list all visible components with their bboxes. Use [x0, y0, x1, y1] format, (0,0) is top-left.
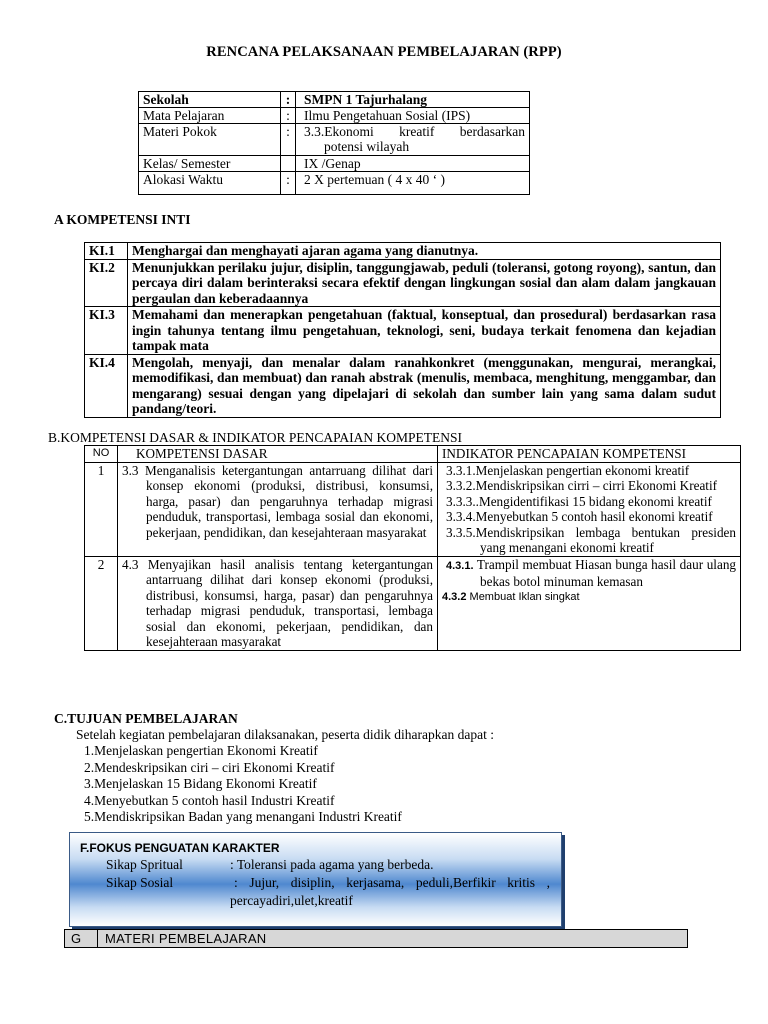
ki-text: Menunjukkan perilaku jujur, disiplin, tanggungjawab, peduli (toleransi, gotong royong), santun, dan percaya diri dalam berinteraksi secara efektif dengan lingkungan sosial dan alam dalam jangkauan pergaulan dan keberadaannya [128, 259, 721, 307]
karakter-spiritual-row [106, 857, 433, 873]
identity-value-line1: 3.3.Ekonomi kreatif berdasarkan [304, 124, 525, 139]
identity-sep: : [281, 108, 296, 124]
identity-label: Materi Pokok [139, 124, 281, 156]
identity-row-alokasi [139, 172, 530, 195]
identity-row-kelas [139, 156, 530, 172]
kd-cell [118, 556, 438, 650]
karakter-spiritual-label: Sikap Spritual [106, 857, 183, 872]
document-title: RENCANA PELAKSANAAN PEMBELAJARAN (RPP) [206, 44, 562, 60]
identity-row-sekolah [139, 92, 530, 108]
tujuan-section [54, 711, 494, 826]
karakter-sosial-value-cont: percayadiri,ulet,kreatif [230, 893, 353, 908]
tujuan-heading: C.TUJUAN PEMBELAJARAN [54, 711, 238, 726]
ki-code: KI.2 [85, 259, 128, 307]
identity-sep: : [281, 92, 296, 108]
identity-label: Alokasi Waktu [139, 172, 281, 195]
kd-header-kd: KOMPETENSI DASAR [118, 446, 438, 463]
tujuan-item: 3.Menjelaskan 15 Bidang Ekonomi Kreatif [84, 776, 317, 791]
karakter-sosial-row [106, 875, 550, 891]
identity-row-mapel [139, 108, 530, 124]
kd-text-block [122, 463, 433, 541]
identity-label: Sekolah [139, 92, 281, 108]
identity-value: SMPN 1 Tajurhalang [296, 92, 530, 108]
ki-code: KI.1 [85, 243, 128, 260]
ki-row [85, 307, 721, 355]
kd-row-no: 1 [85, 462, 118, 556]
identity-label: Kelas/ Semester [139, 156, 281, 172]
ipk-cell [438, 462, 741, 556]
tujuan-item: 1.Menjelaskan pengertian Ekonomi Kreatif [84, 743, 318, 758]
materi-letter: G [71, 931, 82, 946]
identity-value [296, 124, 530, 156]
ki-row [85, 259, 721, 307]
kd-header-no: NO [85, 446, 118, 463]
identity-sep: : [281, 124, 296, 156]
ipk-code: 4.3.1. [446, 559, 474, 572]
kd-row-no: 2 [85, 556, 118, 650]
kd-header-row [85, 446, 741, 463]
karakter-heading: F.FOKUS PENGUATAN KARAKTER [80, 841, 280, 855]
identity-sep: : [281, 172, 296, 195]
ipk-item: 3.3.5.Mendiskripsikan lembaga bentukan presiden yang menangani ekonomi kreatif [446, 524, 736, 555]
tujuan-intro: Setelah kegiatan pembelajaran dilaksanakan, peserta didik diharapkan dapat : [76, 727, 494, 742]
identity-table [138, 91, 530, 195]
ipk-item: 3.3.2.Mendiskripsikan cirri – cirri Ekonomi Kreatif [446, 478, 718, 493]
kd-cell [118, 462, 438, 556]
ki-code: KI.3 [85, 307, 128, 355]
kd-heading: B.KOMPETENSI DASAR & INDIKATOR PENCAPAIAN KOMPETENSI [48, 430, 463, 445]
kd-table [84, 445, 741, 651]
ki-text: Mengolah, menyaji, dan menalar dalam ranahkonkret (menggunakan, mengurai, merangkai, memodifikasi, dan membuat) dan ranah abstrak (menulis, membaca, menghitung, menggambar, dan mengarang) sesuai dengan yang dipelajari di sekolah dan sumber lain yang sama dalam sudut pandang/teori. [128, 354, 721, 417]
materi-divider [97, 930, 98, 947]
ki-text: Memahami dan menerapkan pengetahuan (faktual, konseptual, dan prosedural) berdasarkan rasa ingin tahunya tentang ilmu pengetahuan, teknologi, seni, budaya terkait fenomena dan kejadian tampak mata [128, 307, 721, 355]
kd-code: 4.3 [122, 556, 139, 572]
identity-value: 2 X pertemuan ( 4 x 40 ‘ ) [296, 172, 530, 195]
ipk-item [442, 590, 736, 606]
identity-label: Mata Pelajaran [139, 108, 281, 124]
ki-heading: A KOMPETENSI INTI [54, 212, 191, 227]
kd-text: Menyajikan hasil analisis tentang ketergantungan antarruang dilihat dari konsep ekonomi (produksi, distribusi, konsumsi, harga, pasar) dan pengaruhnya terhadap migrasi penduduk, transportasi, lembaga sosial dan ekonomi, pekerjaan, pendidikan, dan kesejahteraan masyarakat [146, 556, 433, 649]
karakter-spiritual-value: : Toleransi pada agama yang berbeda. [230, 857, 434, 872]
tujuan-item: 5.Mendiskripsikan Badan yang menangani Industri Kreatif [84, 809, 402, 824]
kd-row [85, 462, 741, 556]
ki-text: Menghargai dan menghayati ajaran agama yang dianutnya. [128, 243, 721, 260]
kd-text: Menganalisis ketergantungan antarruang dilihat dari konsep ekonomi (produksi, distribusi, konsumsi, harga, pasar) dan pengaruhnya terhadap migrasi penduduk, transportasi, lembaga sosial dan ekonomi, pekerjaan, pendidikan, dan kesejahteraan masyarakat [145, 462, 433, 540]
kd-row [85, 556, 741, 650]
identity-sep [281, 156, 296, 172]
identity-value-line2: potensi wilayah [324, 139, 410, 154]
materi-label: MATERI PEMBELAJARAN [105, 931, 267, 946]
tujuan-item: 4.Menyebutkan 5 contoh hasil Industri Kreatif [84, 792, 335, 808]
ki-row [85, 243, 721, 260]
ipk-item: 3.3.4.Menyebutkan 5 contoh hasil ekonomi kreatif [446, 509, 713, 524]
karakter-box [69, 832, 562, 927]
ipk-item: 3.3.1.Menjelaskan pengertian ekonomi kreatif [446, 462, 690, 478]
tujuan-item: 2.Mendeskripsikan ciri – ciri Ekonomi Kreatif [84, 759, 335, 775]
identity-value: Ilmu Pengetahuan Sosial (IPS) [296, 108, 530, 124]
identity-value: IX /Genap [296, 156, 530, 172]
ki-row [85, 354, 721, 417]
ki-code: KI.4 [85, 354, 128, 417]
karakter-sosial-label: Sikap Sosial [106, 875, 174, 890]
identity-row-materi [139, 124, 530, 156]
kd-header-ipk: INDIKATOR PENCAPAIAN KOMPETENSI [438, 446, 741, 463]
ki-table [84, 242, 721, 418]
ipk-text: Membuat Iklan singkat [469, 590, 580, 603]
ipk-item: 3.3.3..Mengidentifikasi 15 bidang ekonomi kreatif [446, 493, 712, 509]
kd-code: 3.3 [122, 462, 139, 478]
kd-text-block [122, 557, 433, 650]
ipk-code: 4.3.2 [442, 590, 467, 603]
karakter-sosial-value: : Jujur, disiplin, kerjasama, peduli,Berfikir kritis , [234, 875, 550, 890]
materi-bar [64, 929, 688, 948]
ipk-text: Trampil membuat Hiasan bunga hasil daur ulang bekas botol minuman kemasan [476, 556, 737, 589]
ipk-item [442, 557, 736, 590]
ipk-cell [438, 556, 741, 650]
